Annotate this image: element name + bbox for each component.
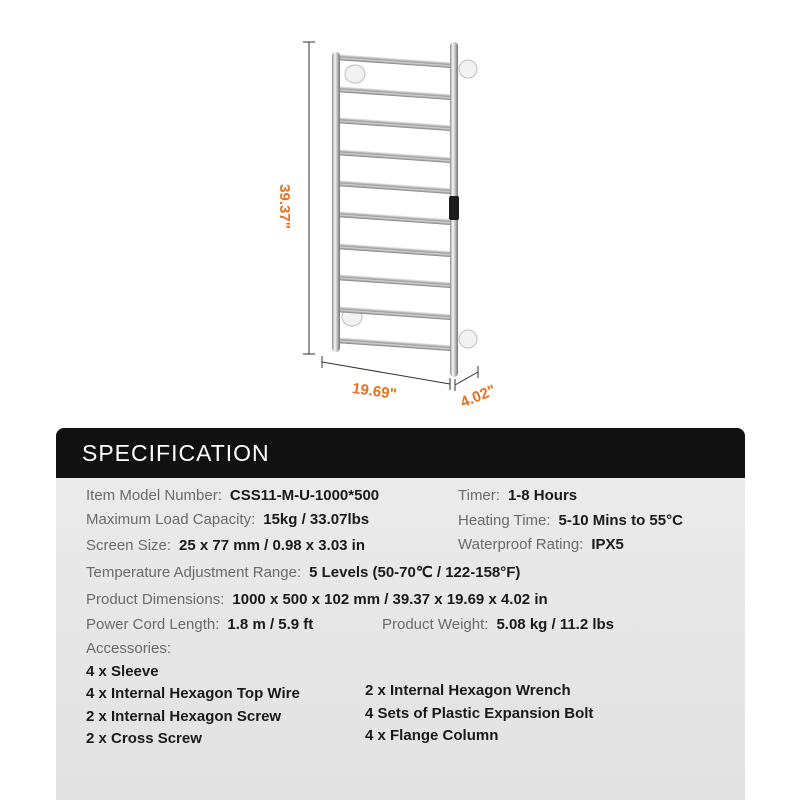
item-model-label: Item Model Number: [86,487,222,504]
product-dimensions-value: 1000 x 500 x 102 mm / 39.37 x 19.69 x 4.02 in [232,591,548,608]
waterproof-label: Waterproof Rating: [458,536,584,553]
heating-time-value: 5-10 Mins to 55°C [558,512,683,529]
accessory-item: 4 Sets of Plastic Expansion Bolt [365,705,594,722]
max-load-row [86,511,369,528]
accessory-item: 2 x Cross Screw [86,730,202,747]
waterproof-value: IPX5 [591,536,624,553]
rails [336,54,454,351]
item-model-value: CSS11-M-U-1000*500 [229,487,380,504]
product-dimensions-row [86,591,548,608]
temp-range-label: Temperature Adjustment Range: [86,564,302,581]
depth-dimension-label: 4.02" [458,381,499,412]
max-load-label: Maximum Load Capacity: [86,511,256,528]
waterproof-row [458,536,624,553]
heating-time-label: Heating Time: [458,512,551,529]
timer-value: 1-8 Hours [507,487,578,504]
accessory-item: 2 x Internal Hexagon Screw [86,708,282,725]
cord-length-label: Power Cord Length: [86,616,220,633]
item-model-row [86,487,379,504]
max-load-value: 15kg / 33.07lbs [263,511,370,528]
specification-header [56,428,745,478]
right-post [449,42,459,377]
cord-length-row [86,616,313,633]
wall-mount-bottom-right [459,330,477,348]
accessory-item: 4 x Sleeve [86,663,159,680]
timer-row [458,487,577,504]
left-post [332,52,340,352]
depth-dimension-line [455,366,478,391]
weight-row [382,616,614,633]
height-dimension-label: 39.37" [275,184,293,229]
specification-title: SPECIFICATION [82,440,270,466]
screen-size-value: 25 x 77 mm / 0.98 x 3.03 in [179,537,366,554]
wall-mount-top-left [345,65,365,83]
accessory-item: 4 x Flange Column [365,727,499,744]
screen-size-label: Screen Size: [86,537,172,554]
accessory-item: 4 x Internal Hexagon Top Wire [86,685,300,702]
temp-range-value: 5 Levels (50-70℃ / 122-158°F) [309,564,521,581]
width-dimension-label: 19.69" [351,379,398,404]
weight-label: Product Weight: [382,616,489,633]
product-dimensions-label: Product Dimensions: [86,591,225,608]
temp-range-row [86,563,520,581]
specification-panel [56,428,745,800]
weight-value: 5.08 kg / 11.2 lbs [496,616,615,633]
timer-label: Timer: [458,487,500,504]
heating-time-row [458,512,683,529]
wall-mount-top-right [459,60,477,78]
cord-length-value: 1.8 m / 5.9 ft [227,616,314,633]
height-dimension-line [303,42,315,354]
accessories-row [86,640,171,657]
accessories-label: Accessories: [86,640,172,657]
screen-size-row [86,537,365,554]
accessory-item: 2 x Internal Hexagon Wrench [365,682,571,699]
